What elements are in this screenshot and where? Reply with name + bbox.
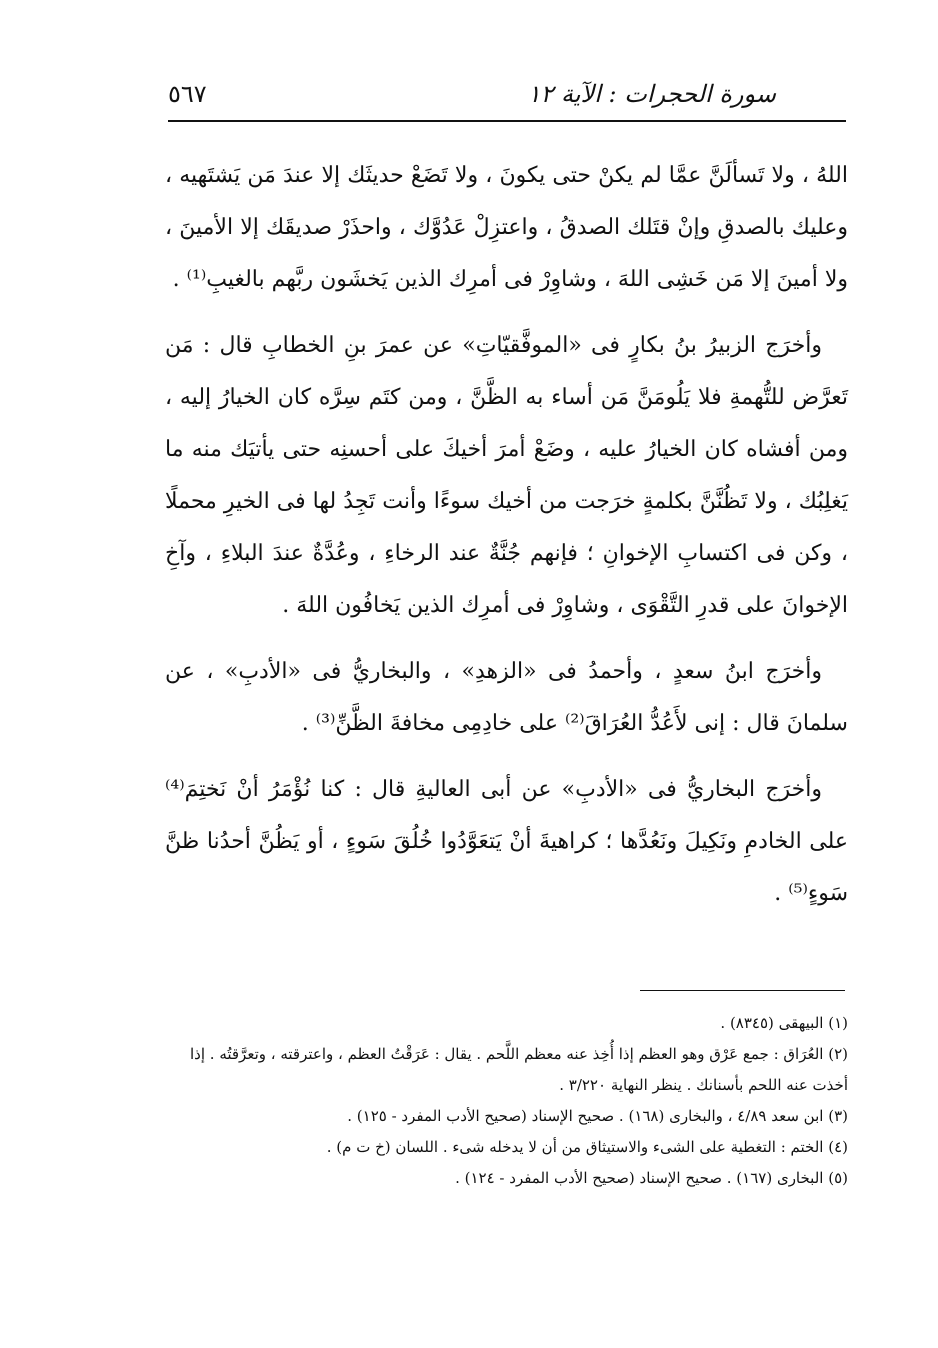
paragraph-3: وأخرَج ابنُ سعدٍ ، وأحمدُ فى «الزهدِ» ، والبخاريُّ فى «الأدبِ» ، عن سلمانَ قال : إنى لأَعُدُّ العُرَاقَ⁽²⁾ على خادِمِى مخافةَ الظَّنِّ⁽³⁾ . bbox=[165, 659, 848, 736]
paragraph-1: اللهُ ، ولا تَسألَنَّ عمَّا لم يكنْ حتى يكونَ ، ولا تَضَعْ حديثَك إلا عندَ مَن يَشتَهيه ، وعليك بالصدقِ وإنْ قتَلك الصدقُ ، واعتزِلْ عَدُوَّك ، واحذَرْ صديقَك إلا الأمينَ ، ولا أمينَ إلا مَن خَشِى اللهَ ، وشاوِرْ فى أمرِك الذين يَخشَون ربَّهم بالغيبِ⁽¹⁾ . bbox=[165, 163, 848, 292]
footnote-5: (٥) البخارى (١٦٧) . صحيح الإسناد (صحيح الأدب المفرد - ١٢٤) . bbox=[455, 1169, 848, 1187]
footnote-2: (٢) العُرَاق : جمع عَرْق وهو العظم إذا أُخِذ عنه معظم اللَّحم . يقال : عَرَقْتُ العظم ، واعترقته ، وتعرَّقتُه . إذا أخذت عنه اللحم بأسنانك . ينظر النهاية ٣/٢٢٠ . bbox=[190, 1045, 848, 1094]
running-title: سورة الحجرات : الآية ١٢ bbox=[527, 80, 776, 108]
running-header bbox=[168, 70, 846, 118]
main-text bbox=[165, 150, 848, 934]
footnote-1: (١) البيهقى (٨٣٤٥) . bbox=[720, 1014, 848, 1032]
header-rule bbox=[168, 120, 846, 122]
footnotes bbox=[165, 1008, 848, 1194]
footnote-3: (٣) ابن سعد ٤/٨٩ ، والبخارى (١٦٨) . صحيح الإسناد (صحيح الأدب المفرد - ١٢٥) . bbox=[347, 1107, 848, 1125]
footnote-separator bbox=[640, 990, 845, 991]
page-number: ٥٦٧ bbox=[168, 80, 207, 108]
paragraph-4: وأخرَج البخاريُّ فى «الأدبِ» عن أبى العاليةِ قال : كنا نُؤْمَرُ أنْ نَختِمَ⁽⁴⁾ على الخادمِ ونَكِيلَ ونَعُدَّها ؛ كراهيةَ أنْ يَتعَوَّدُوا خُلُقَ سَوءٍ ، أو يَظُنَّ أحدُنا ظنَّ سَوءٍ⁽⁵⁾ . bbox=[165, 777, 848, 906]
footnote-4: (٤) الختم : التغطية على الشىء والاستيثاق من أن لا يدخله شىء . اللسان (خ ت م) . bbox=[326, 1138, 848, 1156]
paragraph-2: وأخرَج الزبيرُ بنُ بكارٍ فى «الموفَّقيّاتِ» عن عمرَ بنِ الخطابِ قال : مَن تَعرَّض للتُّهمةِ فلا يَلُومَنَّ مَن أساء به الظَّنَّ ، ومن كتَم سِرَّه كان الخيارُ إليه ، ومن أفشاه كان الخيارُ عليه ، وضَعْ أمرَ أخيكَ على أحسنِه حتى يأتيَك منه ما يَغلِبُك ، ولا تَظُنَّنَّ بكلمةٍ خرَجت من أخيك سوءًا وأنت تَجِدُ لها فى الخيرِ محملًا ، وكن فى اكتسابِ الإخوانِ ؛ فإنهم جُنَّةٌ عند الرخاءِ ، وعُدَّةٌ عندَ البلاءِ ، وآخِ الإخوانَ على قدرِ التَّقْوَى ، وشاوِرْ فى أمرِك الذين يَخافُون اللهَ . bbox=[165, 333, 849, 618]
